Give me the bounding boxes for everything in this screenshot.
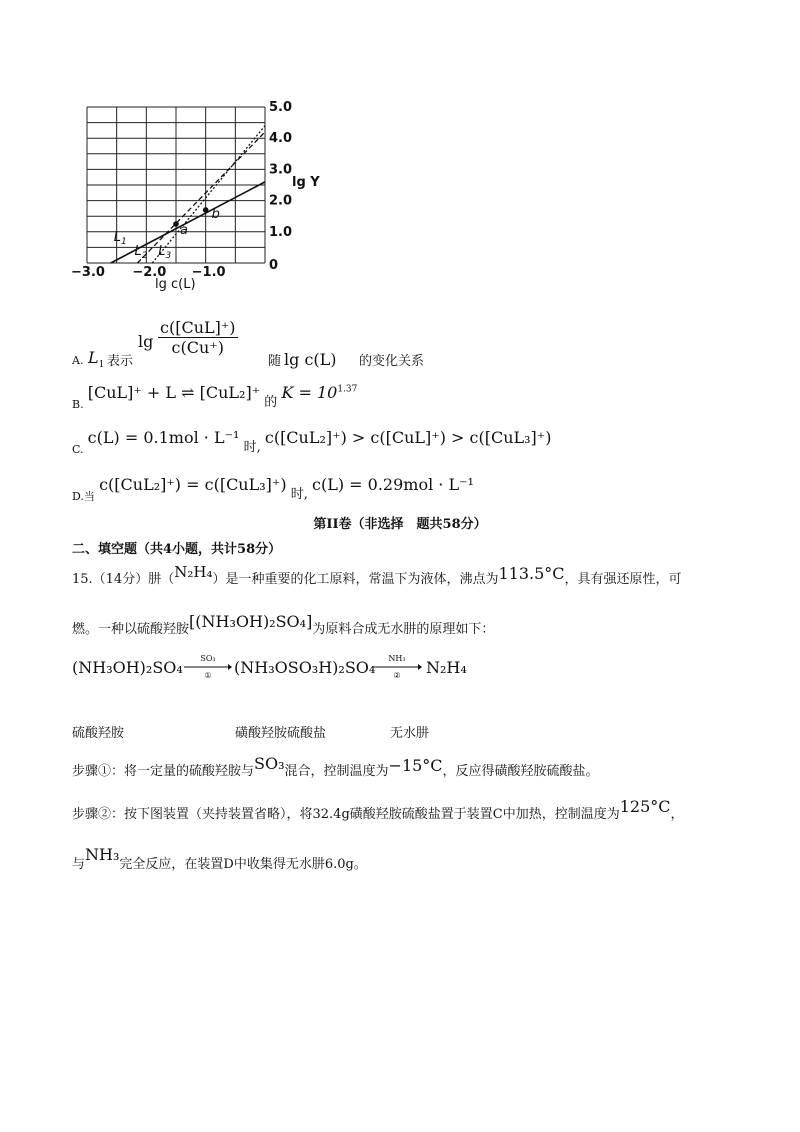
y-tick-label: 4.0 [269,131,293,147]
compound-label-2: 磺酸羟胺硫酸盐 [235,726,327,741]
chart [60,95,350,300]
point-a [173,221,179,227]
series-label-L2: $L_2$ [134,244,148,262]
q15-line2: 燃。一种以硫酸羟胺[(NH₃OH)₂SO₄]为原料合成无水肼的原理如下： [72,612,495,637]
option-b: $_{B.}$ [CuL]⁺ + L ⇌ [CuL₂]⁺ 的 $K = 10^{1.37}$ [72,383,358,411]
chart-marks [173,207,220,238]
series-line-L3 [152,126,265,263]
part-title: 二、填空题（共4小题，共计58分） [72,542,282,557]
arrow-2-icon [372,663,422,671]
option-c: $_{C.}$ c(L) = 0.1mol · L⁻¹ 时, c([CuL₂]⁺) > c([CuL]⁺) > c([CuL₃]⁺) [72,428,552,456]
point-label-b: b [211,206,220,222]
y-tick-label: 1.0 [269,224,293,240]
step-3: 与NH₃完全反应，在装置D中收集得无水肼6.0g。 [72,845,367,872]
series-line-L2 [137,132,265,263]
fraction-numerator: c([CuL]⁺) [160,318,236,337]
x-tick-label: −2.0 [132,265,167,280]
step-1: 步骤①：将一定量的硫酸羟胺与SO₃混合，控制温度为−15°C，反应得磺酸羟胺硫酸盐。 [72,754,599,779]
x-tick-label: −3.0 [71,265,105,280]
x-tick-label: −1.0 [191,265,226,280]
series-label-L1: $L_1$ [113,230,127,248]
compound-label-3: 无水肼 [390,726,430,741]
series-label-L3: $L_3$ [158,244,172,262]
y-axis-label: lg Y [292,175,320,190]
chart-ticks [71,100,292,280]
option-d: $_{D.当}$ c([CuL₂]⁺) = c([CuL₃]⁺) 时, c(L) = 0.29mol · L⁻¹ [72,475,474,503]
fraction-denominator: c(Cu⁺) [171,338,224,358]
y-tick-label: 0 [269,258,279,273]
chart-series [111,126,265,263]
step-2: 步骤②：按下图装置（夹持装置省略），将32.4g磺酸羟胺硫酸盐置于装置C中加热，控制温度为125°C， [72,797,684,822]
arrow-1-icon [184,663,232,671]
q15-line1: 15.（14分）肼（N₂H₄）是一种重要的化工原料，常温下为液体，沸点为113.5°C，具有强还原性，可 [72,563,682,587]
y-tick-label: 5.0 [269,100,293,115]
y-tick-label: 2.0 [269,193,293,209]
y-tick-label: 3.0 [269,162,293,178]
compound-label-1: 硫酸羟胺 [72,726,125,741]
section-title: 第II卷（非选择 题共58分） [313,517,487,532]
point-label-a: a [180,223,188,238]
x-axis-label: lg c(L) [155,277,196,292]
point-b [203,207,209,213]
